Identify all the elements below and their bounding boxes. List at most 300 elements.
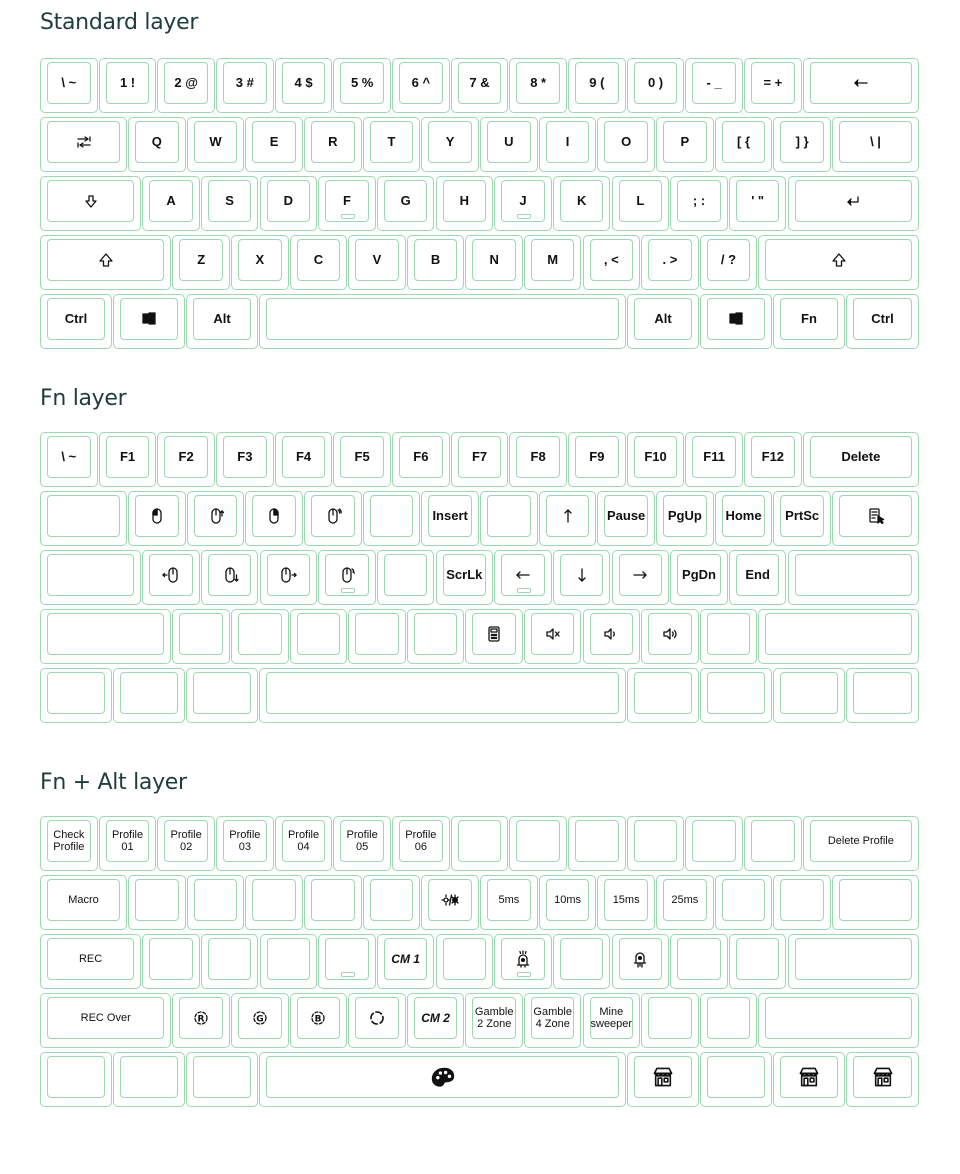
keycap[interactable]	[803, 432, 919, 487]
caps-lock-icon	[82, 192, 100, 210]
keycap[interactable]	[480, 875, 538, 930]
palette-icon	[426, 1066, 460, 1088]
key-label: X	[255, 251, 265, 267]
key-label: F7	[471, 448, 488, 464]
key-row	[40, 432, 920, 487]
key-label: Ctrl	[64, 310, 88, 326]
keycap[interactable]	[304, 117, 362, 172]
homing-bump	[341, 588, 355, 593]
keycap[interactable]	[275, 432, 333, 487]
key-label: Profile 03	[229, 828, 261, 853]
key-label: PrtSc	[785, 507, 820, 523]
keycap[interactable]	[568, 58, 626, 113]
keycap[interactable]	[539, 875, 597, 930]
svg-text:R: R	[197, 1014, 205, 1025]
keycap-face	[853, 672, 912, 714]
keycap[interactable]	[700, 235, 758, 290]
keycap[interactable]	[685, 58, 743, 113]
keycap[interactable]	[480, 491, 538, 546]
keycap[interactable]	[451, 432, 509, 487]
keycap[interactable]	[803, 58, 919, 113]
key-label: D	[283, 192, 294, 208]
keycap[interactable]	[612, 176, 670, 231]
keycap[interactable]	[758, 609, 919, 664]
keycap[interactable]	[260, 550, 318, 605]
keycap[interactable]	[245, 117, 303, 172]
homing-bump	[517, 588, 531, 593]
keycap[interactable]	[113, 1052, 185, 1107]
keycap[interactable]	[465, 609, 523, 664]
keycap[interactable]	[40, 58, 98, 113]
keycap[interactable]	[187, 117, 245, 172]
keycap[interactable]	[509, 58, 567, 113]
keycap[interactable]	[187, 875, 245, 930]
keycap[interactable]	[421, 491, 479, 546]
keycap[interactable]	[803, 816, 919, 871]
keycap-face	[619, 180, 663, 222]
keycap[interactable]	[216, 816, 274, 871]
key-label: 0 )	[647, 74, 664, 90]
keycap[interactable]	[553, 934, 611, 989]
key-label: Pause	[606, 507, 646, 523]
keycap[interactable]	[172, 993, 230, 1048]
keycap[interactable]	[40, 934, 141, 989]
keycap[interactable]	[40, 432, 98, 487]
keycap[interactable]	[186, 294, 258, 349]
key-label: V	[372, 251, 382, 267]
keycap[interactable]	[318, 176, 376, 231]
keycap-face	[179, 239, 223, 281]
keycap[interactable]	[377, 550, 435, 605]
keycap[interactable]	[333, 432, 391, 487]
keycap[interactable]	[318, 550, 376, 605]
keycap[interactable]	[700, 1052, 772, 1107]
key-label: Alt	[213, 310, 231, 326]
keycap[interactable]	[832, 491, 919, 546]
keycap[interactable]	[539, 117, 597, 172]
keycap[interactable]	[524, 235, 582, 290]
keycap-face	[707, 997, 751, 1039]
tab-icon	[75, 133, 93, 151]
keycap[interactable]	[436, 934, 494, 989]
keycap[interactable]	[656, 875, 714, 930]
keycap[interactable]	[377, 176, 435, 231]
keycap-face	[106, 820, 150, 862]
keycap[interactable]	[304, 491, 362, 546]
keycap[interactable]	[539, 491, 597, 546]
key-label: O	[621, 133, 632, 149]
keycap[interactable]	[128, 491, 186, 546]
keycap[interactable]	[597, 491, 655, 546]
keycap[interactable]	[363, 875, 421, 930]
key-row	[40, 875, 920, 930]
keycap[interactable]	[773, 491, 831, 546]
keycap[interactable]	[231, 993, 289, 1048]
keycap[interactable]	[157, 816, 215, 871]
keycap[interactable]	[187, 491, 245, 546]
keycap[interactable]	[685, 816, 743, 871]
keycap-face	[780, 298, 838, 340]
keycap-face	[472, 613, 516, 655]
keycap-face	[164, 62, 208, 104]
keycap-face	[839, 121, 912, 163]
keycap-face	[194, 879, 238, 921]
keycap[interactable]	[685, 432, 743, 487]
keycap[interactable]	[773, 294, 845, 349]
key-label: L	[636, 192, 645, 208]
keycap-face	[47, 613, 164, 655]
keycap[interactable]	[201, 176, 259, 231]
key-label: REC Over	[80, 1011, 131, 1024]
keycap[interactable]	[392, 432, 450, 487]
keycap[interactable]	[744, 432, 802, 487]
keycap[interactable]	[715, 491, 773, 546]
keycap-face	[765, 997, 912, 1039]
key-label: F9	[589, 448, 605, 464]
keycap-face	[780, 121, 824, 163]
keycap[interactable]	[627, 816, 685, 871]
keycap-face	[208, 180, 252, 222]
keycap[interactable]	[40, 668, 112, 723]
keycap[interactable]	[700, 993, 758, 1048]
keycap[interactable]	[318, 934, 376, 989]
keycap[interactable]	[421, 875, 479, 930]
keycap[interactable]	[788, 550, 920, 605]
keycap[interactable]	[568, 816, 626, 871]
keycap-face	[516, 62, 560, 104]
keycap-face	[47, 121, 120, 163]
keycap-face	[839, 879, 912, 921]
keycap-face	[355, 997, 399, 1039]
keycap[interactable]	[729, 550, 787, 605]
keycap[interactable]	[494, 550, 552, 605]
key-label: Profile 01	[111, 828, 144, 853]
key-label: Insert	[432, 507, 468, 523]
keycap[interactable]	[832, 117, 919, 172]
keycap-face	[252, 495, 296, 537]
keycap[interactable]	[568, 432, 626, 487]
key-label: C	[313, 251, 324, 267]
keycap[interactable]	[113, 294, 185, 349]
keycap[interactable]	[201, 934, 259, 989]
mouse-down-icon	[221, 566, 239, 584]
keycap-face	[516, 820, 560, 862]
keycap[interactable]	[465, 993, 523, 1048]
keycap[interactable]	[846, 668, 919, 723]
keycap-face	[751, 62, 795, 104]
key-label: Mine sweeper	[590, 1005, 633, 1030]
keycap[interactable]	[494, 176, 552, 231]
key-label: Delete	[841, 448, 881, 464]
keycap[interactable]	[377, 934, 435, 989]
keycap[interactable]	[172, 609, 230, 664]
keycap[interactable]	[597, 875, 655, 930]
backspace-icon	[852, 74, 870, 92]
keycap-face	[428, 121, 472, 163]
keycap[interactable]	[157, 58, 215, 113]
keycap[interactable]	[700, 668, 772, 723]
keycap[interactable]	[656, 491, 714, 546]
homing-bump	[341, 972, 355, 977]
keycap[interactable]	[40, 993, 171, 1048]
keycap[interactable]	[348, 235, 406, 290]
keycap[interactable]	[290, 609, 348, 664]
keycap[interactable]	[260, 176, 318, 231]
keycap[interactable]	[128, 875, 186, 930]
keycap-face	[120, 1056, 178, 1098]
keycap-face	[546, 121, 590, 163]
keycap-face	[648, 997, 692, 1039]
key-label: \ ~	[61, 74, 77, 90]
keycap[interactable]	[348, 609, 406, 664]
key-label: 7 &	[469, 74, 490, 90]
keycap-face	[223, 62, 267, 104]
keycap[interactable]	[729, 176, 787, 231]
keycap[interactable]	[231, 609, 289, 664]
keycap[interactable]	[670, 934, 728, 989]
keycap-face	[546, 879, 590, 921]
keycap[interactable]	[788, 176, 920, 231]
key-label: F1	[119, 448, 136, 464]
keycap-face	[384, 938, 428, 980]
key-label: B	[430, 251, 441, 267]
keycap-face	[839, 495, 912, 537]
keycap-face	[634, 672, 692, 714]
keycap[interactable]	[641, 993, 699, 1048]
keycap[interactable]	[172, 235, 230, 290]
keycap-face	[692, 820, 736, 862]
homing-bump	[341, 214, 355, 219]
keycap[interactable]	[128, 117, 186, 172]
keycap-face	[810, 820, 912, 862]
windows-icon	[140, 310, 158, 328]
keycap-face	[47, 180, 134, 222]
keycap[interactable]	[641, 609, 699, 664]
keycap[interactable]	[290, 235, 348, 290]
keycap-face	[370, 879, 414, 921]
keycap[interactable]	[758, 993, 919, 1048]
keycap[interactable]	[627, 432, 685, 487]
keycap[interactable]	[773, 875, 831, 930]
keycap[interactable]	[436, 550, 494, 605]
keycap[interactable]	[524, 993, 582, 1048]
keycap-face	[560, 554, 604, 596]
keycap[interactable]	[670, 176, 728, 231]
keycap[interactable]	[245, 875, 303, 930]
keycap[interactable]	[627, 58, 685, 113]
keycap[interactable]	[509, 816, 567, 871]
key-label: Gamble 4 Zone	[533, 1005, 572, 1030]
keycap[interactable]	[729, 934, 787, 989]
keycap[interactable]	[40, 609, 171, 664]
keycap[interactable]	[275, 58, 333, 113]
keycap-face	[619, 938, 663, 980]
mouse-scroll-up-icon	[207, 507, 225, 525]
key-label: 5ms	[498, 893, 520, 906]
keycap[interactable]	[627, 668, 699, 723]
arrow-left-icon	[514, 566, 532, 584]
keycap[interactable]	[788, 934, 920, 989]
key-label: - _	[706, 74, 722, 90]
keycap-face	[765, 613, 912, 655]
keycap-face	[810, 62, 912, 104]
keycap-face	[575, 436, 619, 478]
keycap[interactable]	[216, 58, 274, 113]
keycap[interactable]	[524, 609, 582, 664]
keycap[interactable]	[333, 58, 391, 113]
key-label: E	[269, 133, 279, 149]
keycap-face	[47, 62, 91, 104]
keycap[interactable]	[656, 117, 714, 172]
keycap[interactable]	[612, 550, 670, 605]
keycap[interactable]	[186, 668, 258, 723]
keycap[interactable]	[40, 117, 127, 172]
keycap[interactable]	[40, 294, 112, 349]
keycap[interactable]	[700, 294, 772, 349]
keycap[interactable]	[157, 432, 215, 487]
keycap[interactable]	[612, 934, 670, 989]
keycap[interactable]	[421, 117, 479, 172]
keycap[interactable]	[670, 550, 728, 605]
keycap-face	[707, 672, 765, 714]
keycap[interactable]	[260, 934, 318, 989]
key-label: CM 2	[421, 1011, 450, 1025]
keycap[interactable]	[758, 235, 919, 290]
keycap-face	[193, 672, 251, 714]
keycap[interactable]	[40, 875, 127, 930]
keycap[interactable]	[40, 491, 127, 546]
keycap[interactable]	[99, 58, 157, 113]
keycap-face	[238, 239, 282, 281]
keycap[interactable]	[40, 550, 141, 605]
keycap[interactable]	[407, 235, 465, 290]
keycap[interactable]	[773, 117, 831, 172]
keycap[interactable]	[40, 1052, 112, 1107]
keycap[interactable]	[113, 668, 185, 723]
keyboard-fn-layer	[40, 432, 920, 726]
keycap[interactable]	[99, 816, 157, 871]
green-channel-icon	[251, 1009, 269, 1027]
key-label: Fn	[801, 310, 817, 326]
keycap[interactable]	[494, 934, 552, 989]
keycap[interactable]	[583, 609, 641, 664]
keycap[interactable]	[99, 432, 157, 487]
keycap[interactable]	[186, 1052, 258, 1107]
key-label: Y	[445, 133, 455, 149]
keycap[interactable]	[201, 550, 259, 605]
keycap[interactable]	[583, 235, 641, 290]
keycap[interactable]	[333, 816, 391, 871]
keycap[interactable]	[715, 875, 773, 930]
keycap-face	[164, 436, 208, 478]
key-label: PgUp	[667, 507, 702, 523]
keycap-face	[384, 180, 428, 222]
keycap[interactable]	[245, 491, 303, 546]
keycap[interactable]	[583, 993, 641, 1048]
keycap-face	[531, 997, 575, 1039]
keycap[interactable]	[465, 235, 523, 290]
keycap[interactable]	[744, 816, 802, 871]
key-label: I	[565, 133, 570, 149]
keycap[interactable]	[348, 993, 406, 1048]
keycap[interactable]	[407, 609, 465, 664]
keycap[interactable]	[392, 58, 450, 113]
key-label: F2	[178, 448, 194, 464]
keycap[interactable]	[553, 176, 611, 231]
keycap[interactable]	[480, 117, 538, 172]
keycap[interactable]	[773, 1052, 845, 1107]
keycap-face	[193, 298, 251, 340]
keycap[interactable]	[259, 1052, 626, 1107]
keycap[interactable]	[641, 235, 699, 290]
keycap[interactable]	[715, 117, 773, 172]
keycap[interactable]	[509, 432, 567, 487]
keycap-face	[722, 495, 766, 537]
keycap-face	[414, 613, 458, 655]
keycap-face	[47, 997, 164, 1039]
keycap[interactable]	[627, 1052, 699, 1107]
keycap-face	[223, 820, 267, 862]
keycap[interactable]	[451, 816, 509, 871]
keycap[interactable]	[231, 235, 289, 290]
key-label: \ |	[870, 133, 881, 149]
keycap-face	[193, 1056, 251, 1098]
keycap-face	[238, 613, 282, 655]
keycap[interactable]	[40, 816, 98, 871]
keycap[interactable]	[451, 58, 509, 113]
keycap-face	[663, 495, 707, 537]
keycap[interactable]	[627, 294, 699, 349]
keycap[interactable]	[700, 609, 758, 664]
keycap[interactable]	[142, 550, 200, 605]
keycap[interactable]	[259, 294, 626, 349]
keycap[interactable]	[216, 432, 274, 487]
keycap[interactable]	[259, 668, 626, 723]
keycap[interactable]	[304, 875, 362, 930]
arrow-up-icon	[559, 507, 577, 525]
keycap-face	[531, 239, 575, 281]
keycap-face	[707, 298, 765, 340]
keycap[interactable]	[846, 294, 919, 349]
keycap-face	[751, 436, 795, 478]
keycap-face	[384, 554, 428, 596]
keycap[interactable]	[392, 816, 450, 871]
keycap[interactable]	[407, 993, 465, 1048]
key-label: S	[225, 192, 234, 208]
keycap[interactable]	[846, 1052, 919, 1107]
keycap[interactable]	[553, 550, 611, 605]
keycap[interactable]	[290, 993, 348, 1048]
key-label: [ {	[737, 133, 751, 149]
keycap-face	[297, 997, 341, 1039]
keycap-face	[223, 436, 267, 478]
keycap-face	[560, 180, 604, 222]
keycap[interactable]	[744, 58, 802, 113]
keycap[interactable]	[142, 176, 200, 231]
svg-text:B: B	[314, 1014, 322, 1025]
keycap[interactable]	[773, 668, 845, 723]
key-label: Check Profile	[53, 828, 85, 853]
keycap[interactable]	[832, 875, 919, 930]
keycap[interactable]	[142, 934, 200, 989]
keycap[interactable]	[436, 176, 494, 231]
keycap[interactable]	[597, 117, 655, 172]
keycap[interactable]	[363, 491, 421, 546]
keycap[interactable]	[40, 176, 141, 231]
keycap[interactable]	[363, 117, 421, 172]
keycap[interactable]	[40, 235, 171, 290]
keycap[interactable]	[275, 816, 333, 871]
